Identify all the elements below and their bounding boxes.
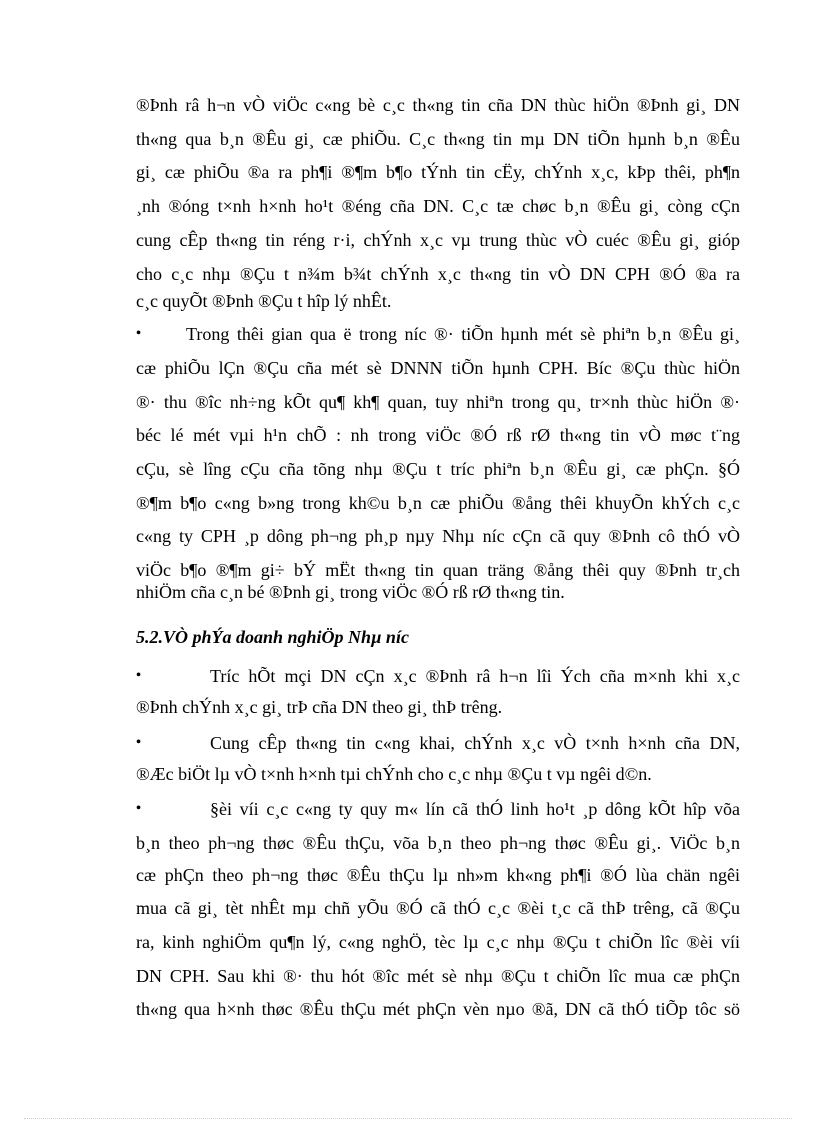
section-heading: 5.2.VÒ phÝa doanh nghiÖp Nhµ níc <box>136 627 409 647</box>
text-line: mua cã gi¸ tèt nhÊt mµ chñ yÕu ®Ó cã thÓ c¸c ®èi t¸c cã thÞ trêng, cã ®Çu <box>136 898 740 918</box>
text-line: ®Þnh chÝnh x¸c gi¸ trÞ cña DN theo gi¸ thÞ trêng. <box>136 697 503 717</box>
text-line: ®Þnh râ h¬n vÒ viÖc c«ng bè c¸c th«ng tin cña DN thùc hiÖn ®Þnh gi¸ DN <box>136 95 740 115</box>
text-line: ®Æc biÖt lµ vÒ t×nh h×nh tµi chÝnh cho c¸c nhµ ®Çu t vµ ngêi d©n. <box>136 764 652 784</box>
text-line: ®· thu ®îc nh÷ng kÕt qu¶ kh¶ quan, tuy nhiªn trong qu¸ tr×nh thùc hiÖn ®· <box>136 392 740 412</box>
text-line: ¸nh ®óng t×nh h×nh ho¹t ®éng cña DN. C¸c tæ chøc b¸n ®Êu gi¸ còng cÇn <box>136 196 740 216</box>
text-line: th«ng qua b¸n ®Êu gi¸ cæ phiÕu. C¸c th«ng tin mµ DN tiÕn hµnh b¸n ®Êu <box>136 129 740 149</box>
bullet-icon: • <box>136 668 141 683</box>
text-line: ®¶m b¶o c«ng b»ng trong kh©u b¸n cæ phiÕu ®ång thêi khuyÕn khÝch c¸c <box>136 493 740 513</box>
text-line: Trong thêi gian qua ë trong níc ®· tiÕn hµnh mét sè phiªn b¸n ®Êu gi¸ <box>186 324 740 344</box>
text-line: cung cÊp th«ng tin réng r·i, chÝnh x¸c vµ trung thùc vÒ cuéc ®Êu gi¸ gióp <box>136 230 740 250</box>
page-bottom-divider <box>24 1118 792 1119</box>
text-line: Tríc hÕt mçi DN cÇn x¸c ®Þnh râ h¬n lîi Ých cña m×nh khi x¸c <box>210 666 740 686</box>
text-line: c«ng ty CPH ¸p dông ph¬ng ph¸p nµy Nhµ níc cÇn cã quy ®Þnh cô thÓ vÒ <box>136 526 740 546</box>
text-line: b¸n theo ph¬ng thøc ®Êu thÇu, võa b¸n theo ph¬ng thøc ®Êu gi¸. ViÖc b¸n <box>136 833 740 853</box>
text-line: cÇu, sè lîng cÇu cña tõng nhµ ®Çu t tríc phiªn b¸n ®Êu gi¸ cæ phÇn. §Ó <box>136 459 740 479</box>
text-line: nhiÖm cña c¸n bé ®Þnh gi¸ trong viÖc ®Ó rß rØ th«ng tin. <box>136 582 565 602</box>
text-line: ra, kinh nghiÖm qu¶n lý, c«ng nghÖ, tèc lµ c¸c nhµ ®Çu t chiÕn lîc ®èi víi <box>136 932 740 952</box>
text-line: Cung cÊp th«ng tin c«ng khai, chÝnh x¸c vÒ t×nh h×nh cña DN, <box>210 733 740 753</box>
document-page <box>136 0 740 1123</box>
text-line: gi¸ cæ phiÕu ®a ra ph¶i ®¶m b¶o tÝnh tin cËy, chÝnh x¸c, kÞp thêi, ph¶n <box>136 162 740 182</box>
text-line: béc lé mét vµi h¹n chÕ : nh trong viÖc ®Ó rß rØ th«ng tin vÒ møc t¨ng <box>136 425 740 445</box>
text-line: DN CPH. Sau khi ®· thu hót ®îc mét sè nhµ ®Çu t chiÕn lîc mua cæ phÇn <box>136 966 740 986</box>
text-line: §èi víi c¸c c«ng ty quy m« lín cã thÓ linh ho¹t ¸p dông kÕt hîp võa <box>210 799 740 819</box>
text-line: c¸c quyÕt ®Þnh ®Çu t hîp lý nhÊt. <box>136 291 392 311</box>
bullet-icon: • <box>136 735 141 750</box>
bullet-icon: • <box>136 326 141 341</box>
text-line: th«ng qua h×nh thøc ®Êu thÇu mét phÇn vèn nµo ®ã, DN cã thÓ tiÕp tôc sö <box>136 999 740 1019</box>
text-line: viÖc b¶o ®¶m gi÷ bÝ mËt th«ng tin quan träng ®ång thêi quy ®Þnh tr¸ch <box>136 560 740 580</box>
bullet-icon: • <box>136 801 141 816</box>
text-line: cæ phiÕu lÇn ®Çu cña mét sè DNNN tiÕn hµnh CPH. Bíc ®Çu thùc hiÖn <box>136 358 740 378</box>
text-line: cæ phÇn theo ph¬ng thøc ®Êu thÇu lµ nh»m kh«ng ph¶i ®Ó lùa chän ngêi <box>136 865 740 885</box>
text-line: cho c¸c nhµ ®Çu t n¾m b¾t chÝnh x¸c th«ng tin vÒ DN CPH ®Ó ®a ra <box>136 264 740 284</box>
